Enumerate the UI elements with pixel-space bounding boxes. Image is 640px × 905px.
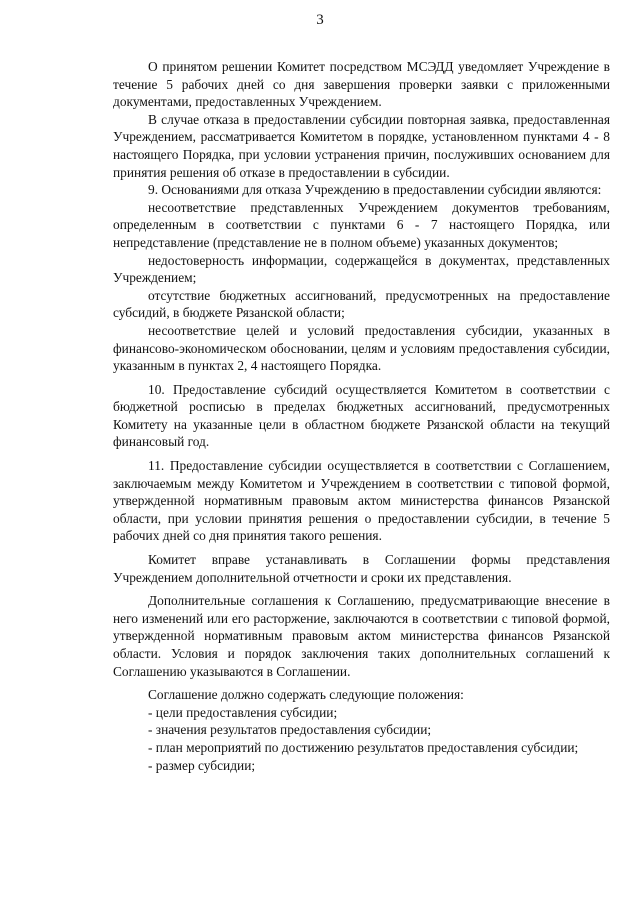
paragraph: несоответствие целей и условий предоставления субсидии, указанных в финансово-экономическом обосновании, целям и условиям предоставления субсидии, указанным в пунктах 2, 4 настоящего Порядка. (113, 322, 610, 374)
page-number: 3 (316, 12, 324, 28)
paragraph: О принятом решении Комитет посредством МСЭДД уведомляет Учреждение в течение 5 рабочих дней со дня завершения проверки заявки с приложенными документами, предоставленных Учреждением. (113, 59, 610, 110)
paragraph: недостоверность информации, содержащейся в документах, представленных Учреждением; (113, 252, 610, 286)
paragraph: В случае отказа в предоставлении субсидии повторная заявка, предоставленная Учреждением, рассматривается Комитетом в порядке, установленном пунктами 4 - 8 настоящего Порядка, при условии устранения причин, послуживших основанием для принятия решения об отказе в предоставлении в субсидии. (113, 111, 610, 180)
paragraph: Комитет вправе устанавливать в Соглашении формы представления Учреждением дополнительной отчетности и сроки их представления. (113, 552, 610, 585)
list-item: - план мероприятий по достижению результатов предоставления субсидии; (148, 739, 579, 755)
document-body (113, 58, 610, 774)
paragraph: отсутствие бюджетных ассигнований, предусмотренных на предоставление субсидий, в бюджете Рязанской области; (113, 287, 610, 321)
paragraph: 11. Предоставление субсидии осуществляется в соответствии с Соглашением, заключаемым между Комитетом и Учреждением в соответствии с типовой формой, утвержденной нормативным правовым актом министерства финансов Рязанской области, при условии принятия решения о предоставлении субсидии, в течение 5 рабочих дней со дня принятия такого решения. (113, 458, 610, 544)
paragraph: 9. Основаниями для отказа Учреждению в предоставлении субсидии являются: (148, 182, 602, 198)
paragraph: 10. Предоставление субсидий осуществляется Комитетом в соответствии с бюджетной росписью в пределах бюджетных ассигнований, предусмотренных Комитету на указанные цели в областном бюджете Рязанской области на текущий финансовый год. (113, 381, 610, 450)
list-item: - размер субсидии; (148, 757, 256, 773)
list-item: - значения результатов предоставления субсидии; (148, 722, 432, 738)
paragraph: Дополнительные соглашения к Соглашению, предусматривающие внесение в него изменений или его расторжение, заключаются в соответствии с типовой формой, утвержденной нормативным правовым актом министерства финансов Рязанской области. Условия и порядок заключения таких дополнительных соглашений к Соглашению указываются в Соглашении. (113, 593, 610, 679)
paragraph: Соглашение должно содержать следующие положения: (148, 687, 464, 703)
paragraph: несоответствие представленных Учреждением документов требованиям, определенным в соответствии с пунктами 6 - 7 настоящего Порядка, или непредставление (представление не в полном объеме) указанных документов; (113, 199, 610, 250)
list-item: - цели предоставления субсидии; (148, 704, 338, 720)
